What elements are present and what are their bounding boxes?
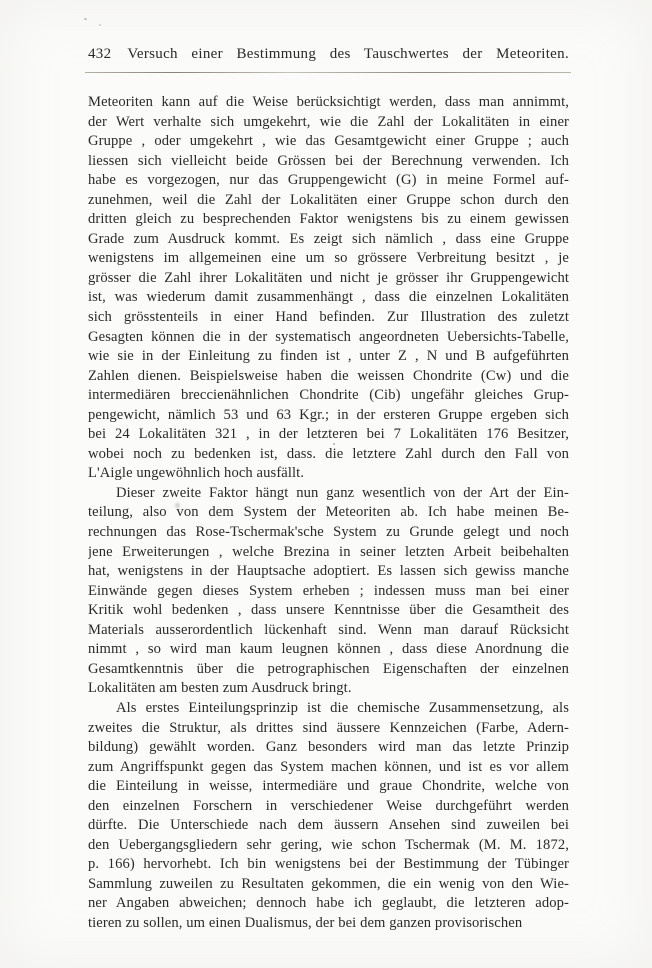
text-line: Dieser zweite Faktor hängt nun ganz wesentlich von der Art der Ein- [116,484,569,501]
text-line: p. 166) hervorhebt. Ich bin wenigstens bei der Bestimmung der Tübinger [88,856,569,873]
text-line: Materials ausserordentlich lückenhaft sind. Wenn man darauf Rücksicht [88,621,569,638]
text-line: jene Erweiterungen , welche Brezina in seiner letzten Arbeit beibehalten [88,543,569,560]
running-head [88,46,569,63]
text-line: ner Angaben abweichen; dennoch habe ich geglaubt, die letzteren adop- [88,895,569,912]
text-line: Kritik wohl bedenken , dass unsere Kenntnisse über die Gesamtheit des [88,602,569,619]
text-line: nimmt , so wird man kaum leugnen können , dass diese Anordnung die [88,641,569,658]
text-line: ist, was wiederum damit zusammenhängt , dass die einzelnen Lokalitäten [88,289,569,306]
text-line: bildung) gewählt worden. Ganz besonders wird man das letzte Prinzip [88,739,569,756]
text-line: der Wert verhalte sich umgekehrt, wie die Zahl der Lokalitäten in einer [88,113,569,130]
paragraph [88,93,569,484]
text-line: die Einteilung in weisse, intermediäre und graue Chondrite, welche von [88,778,569,795]
text-line: Grade zum Ausdruck kommt. Es zeigt sich nämlich , dass eine Gruppe [88,230,569,247]
text-line: Lokalitäten am besten zum Ausdruck bringt. [88,680,352,697]
text-line: dürfte. Die Unterschiede nach dem äussern Ansehen sind zuweilen bei [88,817,569,834]
text-line: dritten gleich zu besprechenden Faktor wenigstens bis zu einem gewissen [88,211,569,228]
text-line: zum Angriffspunkt gegen das System machen können, und ist es vor allem [88,758,569,775]
text-line: rechnungen das Rose-Tschermak'sche System zu Grunde gelegt und noch [88,524,569,541]
text-line: Gesamtkenntnis über die petrographischen Eigenschaften der einzelnen [88,660,569,677]
text-line: wenigstens im allgemeinen eine um so grössere Verbreitung besitzt , je [88,250,569,267]
body-text [88,93,569,934]
text-line: intermediären breccienähnlichen Chondrite (Cib) ungefähr gleiches Grup- [88,387,569,404]
text-line: den einzelnen Forschern in verschiedener Weise durchgeführt werden [88,797,569,814]
text-line: hat, wenigstens in der Hauptsache adoptiert. Es lassen sich gewiss manche [88,563,569,580]
scan-speck [99,24,101,26]
text-line: sich grösstenteils in einer Hand befinden. Zur Illustration des zuletzt [88,309,569,326]
page-number: 432 [88,46,112,62]
text-line: den Uebergangsgliedern sehr gering, wie schon Tschermak (M. M. 1872, [88,836,569,853]
paragraph [88,699,569,934]
text-line: grösser die Zahl ihrer Lokalitäten und nicht je grösser ihr Gruppengewicht [88,269,569,286]
text-line: Als erstes Einteilungsprinzip ist die chemische Zusammensetzung, als [116,699,569,716]
text-line: bei 24 Lokalitäten 321 , in der letzteren bei 7 Lokalitäten 176 Besitzer, [88,426,569,443]
text-line: Sammlung zuweilen zu Resultaten gekommen, die ein wenig von den Wie- [88,875,569,892]
text-line: wobei noch zu bedenken ist, dass. die letztere Zahl durch den Fall von [88,445,569,462]
text-line: teilung, also von dem System der Meteoriten ab. Ich habe meinen Be- [88,504,569,521]
text-line: habe es vorgezogen, nur das Gruppengewicht (G) in meine Formel auf- [88,172,569,189]
text-line: zunehmen, weil die Zahl der Lokalitäten einer Gruppe schon durch den [88,191,569,208]
text-line: pengewicht, nämlich 53 und 63 Kgr.; in der ersteren Gruppe ergeben sich [88,406,569,423]
scan-speck [84,18,87,20]
running-title: Versuch einer Bestimmung des Tauschwertes der Meteoriten. [127,46,569,62]
text-line: Einwände gegen dieses System erheben ; indessen muss man bei einer [88,582,569,599]
text-line: Gesagten können die in der systematisch angeordneten Uebersichts-Tabelle, [88,328,569,345]
text-line: wie sie in der Einleitung zu finden ist , unter Z , N und B aufgeführten [88,348,569,365]
text-line: L'Aigle ungewöhnlich hoch ausfällt. [88,465,305,482]
text-line: tieren zu sollen, um einen Dualismus, der bei dem ganzen provisorischen [88,914,523,931]
paragraph [88,484,569,699]
text-line: liessen sich vielleicht beide Grössen bei der Berechnung verwenden. Ich [88,152,569,169]
text-line: Meteoriten kann auf die Weise berücksichtigt werden, dass man annimmt, [88,94,569,110]
text-line: Gruppe , oder umgekehrt , wie das Gesamtgewicht einer Gruppe ; auch [88,133,569,150]
header-rule [85,72,571,73]
text-line: Zahlen dienen. Beispielsweise haben die weissen Chondrite (Cw) und die [88,367,569,384]
text-line: zweites die Struktur, als drittes sind äussere Kennzeichen (Farbe, Adern- [88,719,569,736]
